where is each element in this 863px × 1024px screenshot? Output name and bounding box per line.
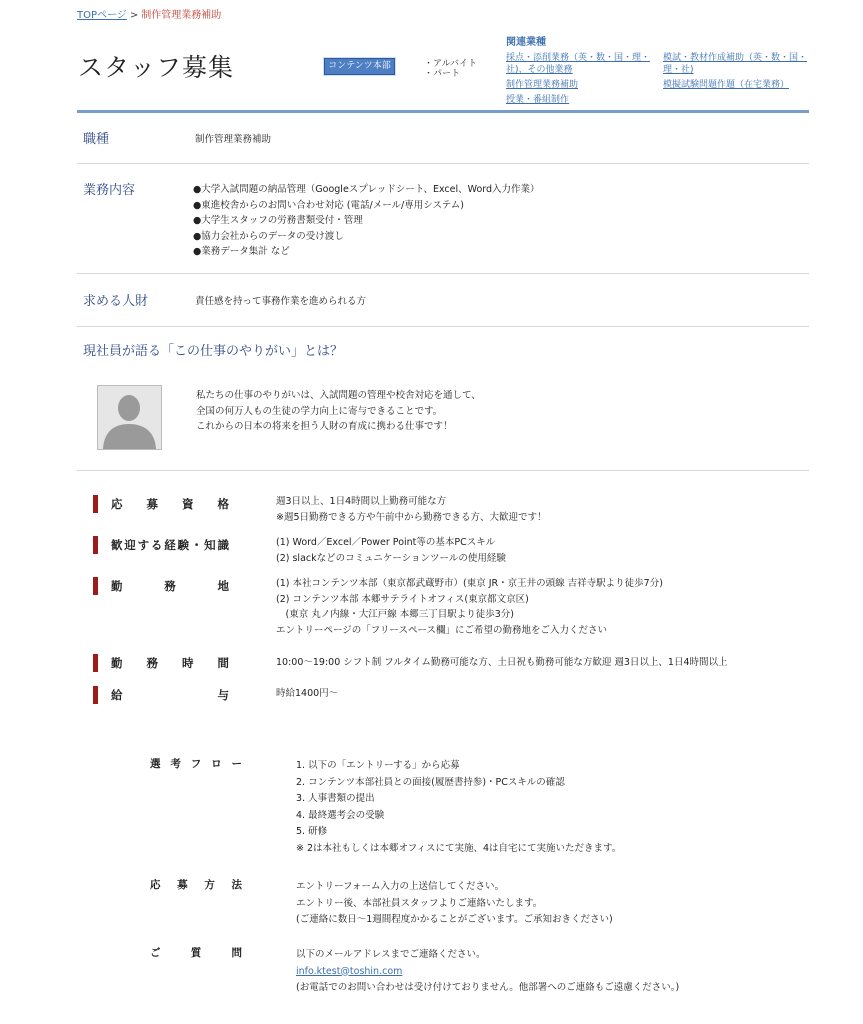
employment-type: ・アルバイト [424, 59, 478, 69]
related-jobs-title: 関連業種 [506, 37, 546, 48]
avatar [97, 385, 162, 450]
job-type-value: 制作管理業務補助 [195, 134, 272, 145]
employment-type: ・パート [424, 69, 461, 79]
divider [77, 273, 809, 274]
breadcrumb-home-link[interactable]: TOPページ [77, 10, 127, 21]
desired-person-label: 求める人財 [83, 294, 149, 309]
divider [77, 470, 809, 471]
duty-item: ●業務データ集計 など [193, 246, 290, 257]
flow-step: 5. 研修 [296, 826, 328, 837]
related-job-link[interactable]: 模試・教材作成補助（英・数・国・理・社) [663, 53, 808, 75]
duty-item: ●東進校舎からのお問い合わせ対応 (電話/メール/専用システム) [193, 199, 464, 211]
related-jobs [506, 33, 816, 106]
flow-step: 4. 最終選考会の受験 [296, 809, 385, 821]
application-method [296, 879, 613, 929]
questions-note: (お電話でのお問い合わせは受け付けておりません。他部署へのご連絡もご遠慮ください。) [296, 982, 680, 993]
breadcrumb [77, 6, 221, 21]
requirement-label: 応募資格 [111, 497, 229, 511]
requirement-line: ※週5日勤務できる方や午前中から勤務できる方、大歓迎です！ [276, 511, 547, 523]
flow-step: 3. 人事書類の提出 [296, 793, 375, 804]
duty-item: ●協力会社からのデータの受け渡し [193, 230, 344, 242]
related-job-link[interactable]: 制作管理業務補助 [506, 80, 579, 90]
application-method-label: 応募方法 [150, 879, 242, 891]
requirement-bar [93, 495, 98, 513]
header-divider [77, 110, 809, 113]
requirement-text [276, 535, 506, 566]
requirement-line: (東京 丸ノ内線・大江戸線 本郷三丁目駅より徒歩3分) [276, 609, 514, 620]
questions [296, 947, 679, 997]
interview-title: 現社員が語る「この仕事のやりがい」とは？ [83, 344, 344, 359]
interview-text [196, 388, 481, 435]
selection-flow-label: 選考フロー [150, 758, 242, 770]
divider [77, 326, 809, 327]
related-job-link[interactable]: 模擬試験問題作題（在宅業務） [663, 80, 790, 90]
requirement-bar [93, 686, 98, 704]
requirement-label: 勤務地 [111, 579, 229, 593]
interview-line: 私たちの仕事のやりがいは、入試問題の管理や校舎対応を通して、 [196, 390, 481, 401]
divider [77, 163, 809, 164]
breadcrumb-separator: > [129, 10, 139, 21]
method-line: エントリー後、本部社員スタッフよりご連絡いたします。 [296, 897, 543, 909]
method-line: (ご連絡に数日〜1週間程度かかることがございます。ご承知おきください) [296, 914, 613, 925]
selection-flow [296, 758, 621, 857]
requirement-text [276, 576, 663, 638]
contact-email-link[interactable]: info.ktest@toshin.com [296, 965, 403, 977]
department-badge: コンテンツ本部 [324, 58, 395, 75]
requirement-line: 10:00〜19:00 シフト制 フルタイム勤務可能な方、土日祝も勤務可能な方歓迎 週3日以上、1日4時間以上 [276, 657, 728, 668]
requirement-line: 週3日以上、1日4時間以上勤務可能な方 [276, 496, 447, 507]
duty-item: ●大学生スタッフの労務書類受付・管理 [193, 215, 363, 226]
requirement-line: (2) コンテンツ本部 本郷サテライトオフィス(東京都文京区) [276, 593, 529, 605]
breadcrumb-current: 制作管理業務補助 [141, 10, 222, 21]
requirement-label: 給与 [111, 688, 229, 702]
flow-note: ※ 2は本社もしくは本郷オフィスにて実施、4は自宅にて実施いただきます。 [296, 842, 622, 854]
requirement-line: エントリーページの「フリースペース欄」にご希望の勤務地をご入力ください [276, 624, 607, 636]
requirement-line: (1) Word／Excel／Power Point等の基本PCスキル [276, 537, 496, 548]
requirement-bar [93, 577, 98, 595]
requirement-label: 勤務時間 [111, 656, 229, 670]
duties-label: 業務内容 [83, 183, 136, 198]
desired-person-value: 責任感を持って事務作業を進められる方 [195, 296, 367, 307]
requirement-text [276, 655, 728, 671]
requirement-bar [93, 654, 98, 672]
flow-step: 1. 以下の「エントリーする」から応募 [296, 760, 460, 771]
method-line: エントリーフォーム入力の上送信してください。 [296, 881, 505, 892]
job-type-label: 職種 [83, 132, 110, 147]
questions-intro: 以下のメールアドレスまでご連絡ください。 [296, 949, 486, 960]
requirement-line: 時給1400円〜 [276, 688, 339, 699]
requirement-line: (2) slackなどのコミュニケーションツールの使用経験 [276, 552, 506, 564]
related-job-link[interactable]: 採点・添削業務（英・数・国・理・社)、その他業務 [506, 53, 651, 75]
person-silhouette-icon [98, 386, 161, 449]
employment-types [424, 59, 477, 79]
requirement-line: (1) 本社コンテンツ本部（東京都武蔵野市）(東京 JR・京王井の頭線 吉祥寺駅より徒歩7分) [276, 578, 663, 589]
duty-item: ●大学入試問題の納品管理（Googleスプレッドシート、Excel、Word入力作業） [193, 184, 540, 195]
requirement-bar [93, 536, 98, 554]
questions-label: ご質問 [150, 947, 242, 959]
page-title: スタッフ募集 [78, 53, 235, 82]
interview-line: 全国の何万人もの生徒の学力向上に寄与できることです。 [196, 405, 443, 417]
requirement-label: 歓迎する経験・知識 [111, 538, 229, 552]
interview-line: これからの日本の将来を担う人財の育成に携わる仕事です！ [196, 421, 453, 432]
requirement-text [276, 494, 547, 525]
flow-step: 2. コンテンツ本部社員との面接(履歴書持参)・PCスキルの確認 [296, 776, 565, 788]
related-job-link[interactable]: 授業・番組制作 [506, 95, 570, 105]
requirement-text [276, 686, 338, 702]
duties-list [193, 182, 540, 260]
